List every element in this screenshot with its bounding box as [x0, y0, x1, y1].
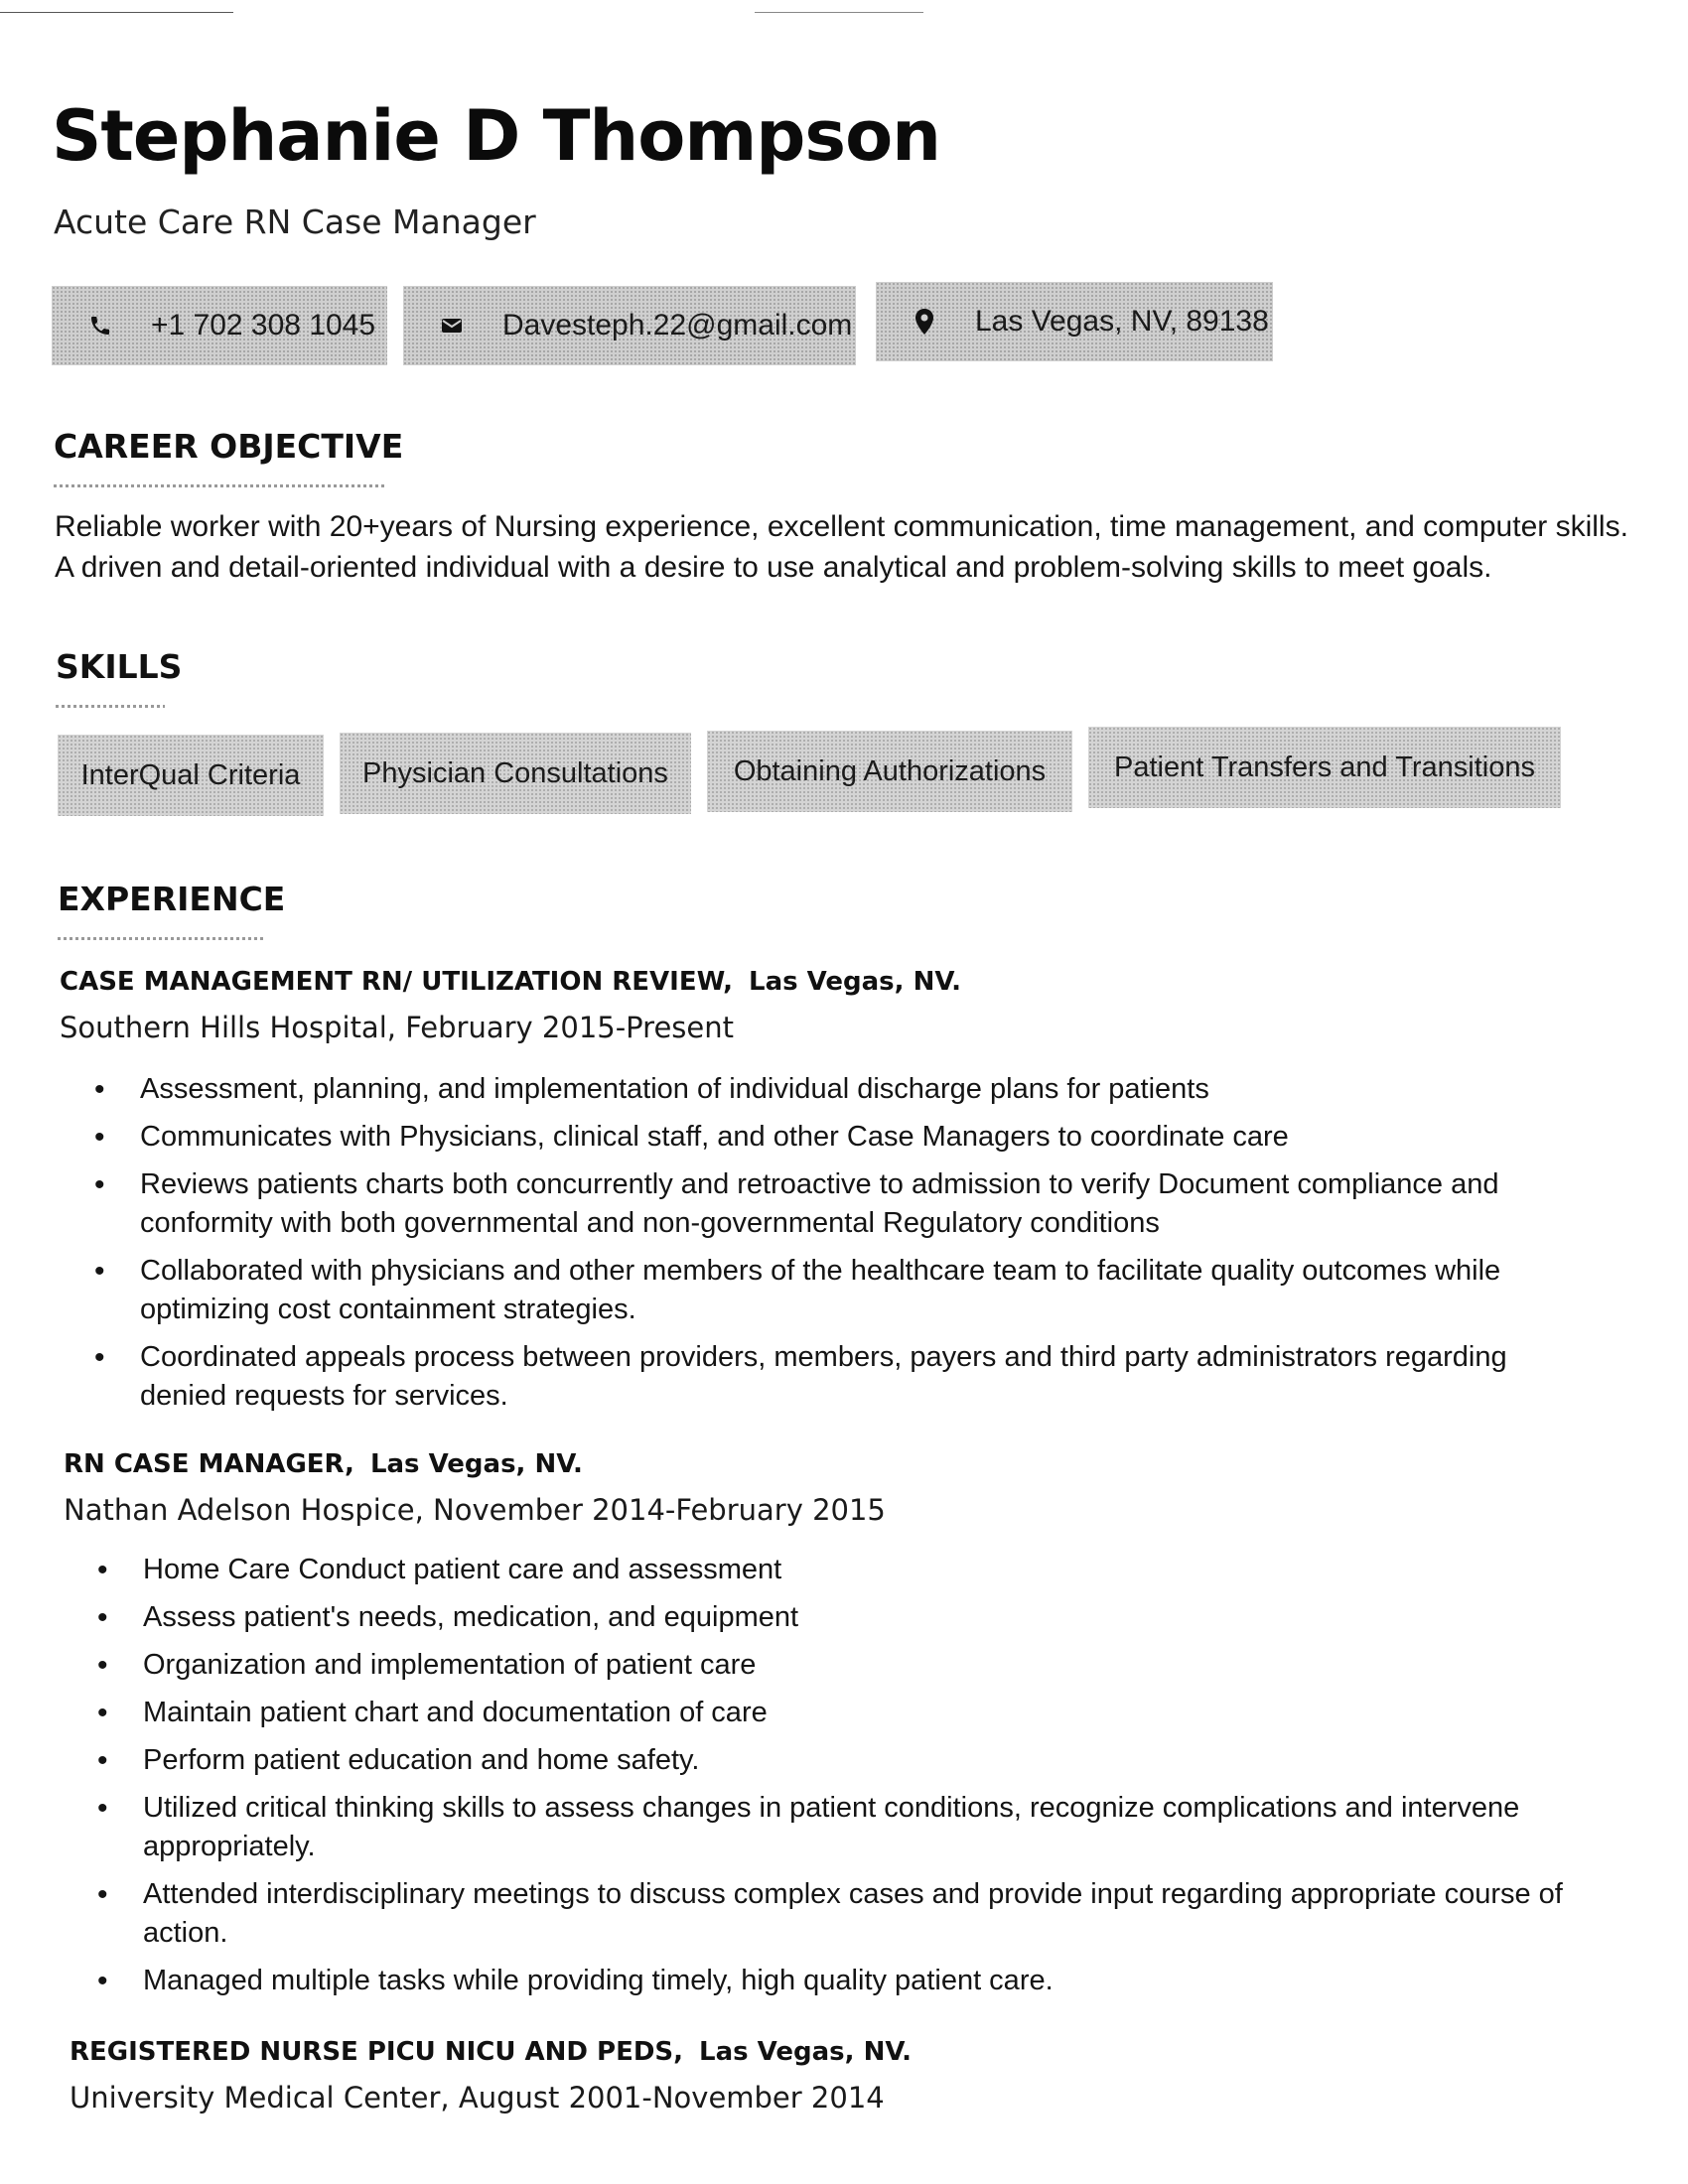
list-item: • Coordinated appeals process between providers, members, payers and third party administrators regarding denied requests for services.: [94, 1338, 1564, 1416]
job-title: [70, 2037, 912, 2067]
list-item: • Communicates with Physicians, clinical staff, and other Case Managers to coordinate care: [94, 1118, 1564, 1157]
phone-chip: [52, 286, 387, 365]
list-item: • Organization and implementation of patient care: [97, 1646, 1567, 1685]
skills-heading: SKILLS: [56, 647, 183, 686]
list-item: • Assessment, planning, and implementation of individual discharge plans for patients: [94, 1070, 1564, 1109]
job-employer: University Medical Center, August 2001-November 2014: [70, 2081, 885, 2115]
list-item: • Assess patient's needs, medication, and equipment: [97, 1598, 1567, 1637]
job-location: Las Vegas, NV.: [749, 967, 961, 997]
section-underline: [58, 937, 266, 940]
job-location: Las Vegas, NV.: [369, 1449, 583, 1479]
job-title-text: REGISTERED NURSE PICU NICU AND PEDS,: [70, 2037, 684, 2067]
map-pin-icon: [912, 309, 937, 335]
candidate-title: Acute Care RN Case Manager: [54, 203, 536, 241]
skill-chip: Patient Transfers and Transitions: [1088, 727, 1561, 808]
list-item: • Managed multiple tasks while providing timely, high quality patient care.: [97, 1962, 1567, 2000]
list-item: • Maintain patient chart and documentation of care: [97, 1694, 1567, 1732]
list-item: • Utilized critical thinking skills to assess changes in patient conditions, recognize complications and intervene appropriately.: [97, 1789, 1567, 1866]
list-item: • Collaborated with physicians and other members of the healthcare team to facilitate quality outcomes while optimizing cost containment strategies.: [94, 1252, 1564, 1329]
job-bullet-list: [94, 1070, 1564, 1425]
job-title-text: CASE MANAGEMENT RN/ UTILIZATION REVIEW,: [60, 967, 734, 997]
section-underline: [54, 484, 386, 487]
job-location: Las Vegas, NV.: [699, 2037, 912, 2067]
section-underline: [56, 705, 165, 708]
experience-heading: EXPERIENCE: [58, 880, 286, 918]
job-title-text: RN CASE MANAGER,: [64, 1449, 354, 1479]
career-objective-heading: CAREER OBJECTIVE: [54, 427, 404, 466]
skill-chip: InterQual Criteria: [58, 735, 324, 816]
scan-artifact-line: [755, 12, 923, 13]
career-objective-text: Reliable worker with 20+years of Nursing experience, excellent communication, time management, and computer skills. A driven and detail-oriented individual with a desire to use analytical and problem-solving skills to meet goals.: [55, 510, 1628, 584]
email-chip: [403, 286, 856, 365]
job-employer: Southern Hills Hospital, February 2015-Present: [60, 1011, 734, 1044]
list-item: • Reviews patients charts both concurrently and retroactive to admission to verify Document compliance and conformity with both governmental and non-governmental Regulatory conditions: [94, 1165, 1564, 1243]
job-title: [64, 1449, 583, 1479]
list-item: • Attended interdisciplinary meetings to discuss complex cases and provide input regarding appropriate course of action.: [97, 1875, 1567, 1953]
location-text: Las Vegas, NV, 89138: [975, 305, 1269, 338]
envelope-icon: [439, 313, 465, 339]
skill-chip: Obtaining Authorizations: [707, 731, 1072, 812]
candidate-name: Stephanie D Thompson: [52, 95, 940, 177]
phone-icon: [87, 313, 113, 339]
email-text[interactable]: Davesteph.22@gmail.com: [502, 309, 853, 341]
skill-chip: Physician Consultations: [340, 733, 691, 814]
phone-text[interactable]: +1 702 308 1045: [151, 309, 376, 341]
list-item: • Perform patient education and home safety.: [97, 1741, 1567, 1780]
job-bullet-list: [97, 1551, 1567, 2009]
location-chip: [876, 282, 1273, 361]
list-item: • Home Care Conduct patient care and assessment: [97, 1551, 1567, 1589]
job-title: [60, 967, 961, 997]
scan-artifact-line: [0, 12, 233, 13]
job-employer: Nathan Adelson Hospice, November 2014-February 2015: [64, 1493, 886, 1527]
